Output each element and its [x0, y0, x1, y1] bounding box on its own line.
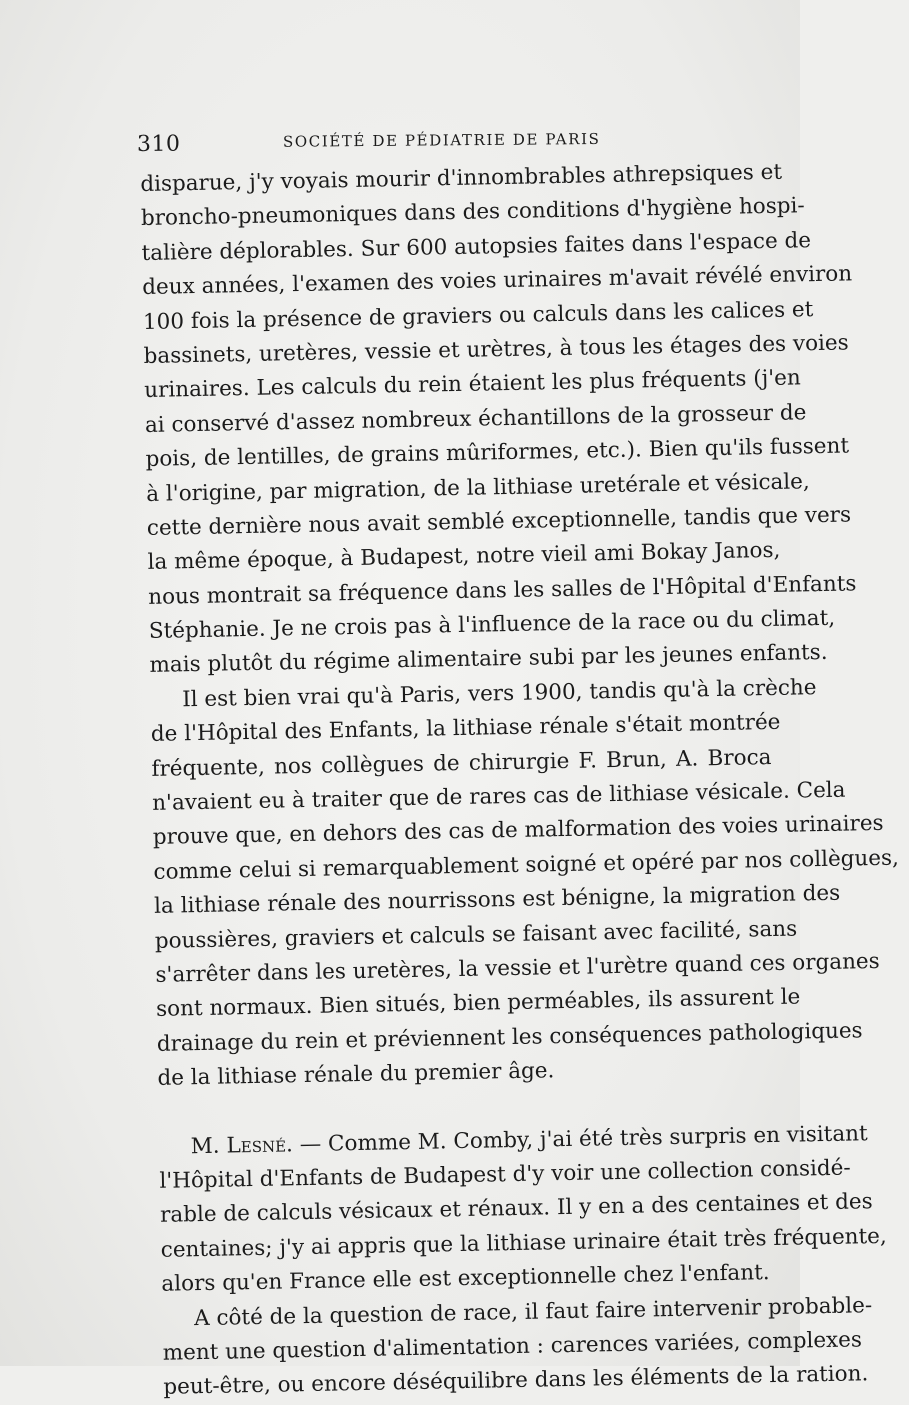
- text-line: broncho-pneumoniques dans des conditions d'hygiène hospi-: [140, 193, 805, 232]
- paragraph-1: [140, 156, 857, 684]
- text-line: urinaires. Les calculs du rein étaient les plus fréquents (j'en: [144, 365, 801, 404]
- text-line: de l'Hôpital des Enfants, la lithiase rénale s'était montrée: [150, 710, 781, 748]
- text-line: l'Hôpital d'Enfants de Budapest d'y voir une collection considé-: [159, 1155, 851, 1194]
- text-line: Stéphanie. Je ne crois pas à l'influence de la race ou du climat,: [148, 605, 836, 644]
- text-line: prouve que, en dehors des cas de malformation des voies urinaires: [152, 811, 884, 851]
- text-line: fréquente, nos collègues de chirurgie F. Brun, A. Broca: [151, 744, 772, 782]
- text-span: — Comme M. Comby, j'ai été très surpris en visitant: [292, 1120, 868, 1157]
- body-text: [140, 156, 900, 1405]
- text-line: 100 fois la présence de graviers ou calculs dans les calices et: [142, 296, 814, 335]
- text-line: talière déplorables. Sur 600 autopsies faites dans l'espace de: [141, 227, 812, 266]
- text-line: drainage du rein et préviennent les conséquences pathologiques: [156, 1018, 863, 1057]
- text-line: la lithiase rénale des nourrissons est bénigne, la migration des: [153, 880, 841, 920]
- paragraph-4: [162, 1290, 873, 1405]
- text-line: la même époque, à Budapest, notre vieil ami Bokay Janos,: [147, 538, 781, 576]
- running-head: SOCIÉTÉ DE PÉDIATRIE DE PARIS: [282, 129, 601, 151]
- text-line: mais plutôt du régime alimentaire subi par les jeunes enfants.: [149, 640, 828, 679]
- text-line: s'arrêter dans les uretères, la vessie et l'urètre quand ces organes: [155, 948, 880, 988]
- text-line: de la lithiase rénale du premier âge.: [157, 1058, 555, 1091]
- page-header: [137, 128, 637, 162]
- text-line: peut-être, ou encore déséquilibre dans les éléments de la ration.: [163, 1361, 869, 1401]
- text-line: A côté de la question de race, il faut faire intervenir probable-: [193, 1292, 873, 1331]
- text-line: bassinets, uretères, vessie et urètres, à tous les étages des voies: [143, 330, 849, 369]
- text-line: alors qu'en France elle est exceptionnelle chez l'enfant.: [161, 1260, 770, 1297]
- text-line: pois, de lentilles, de grains mûriformes, etc.). Bien qu'ils fussent: [145, 433, 850, 473]
- paragraph-3: [158, 1118, 887, 1302]
- text-line: ment une question d'alimentation : carences variées, complexes: [162, 1327, 863, 1366]
- text-line: cette dernière nous avait semblé exceptionnelle, tandis que vers: [146, 502, 852, 541]
- text-line: ai conservé d'assez nombreux échantillons de la grosseur de: [144, 399, 807, 438]
- text-line: n'avaient eu à traiter que de rares cas de lithiase vésicale. Cela: [151, 777, 846, 816]
- page-number: 310: [136, 131, 181, 157]
- speaker-name: M. Lesné.: [190, 1131, 294, 1159]
- text-line: poussières, graviers et calculs se faisant avec facilité, sans: [154, 916, 798, 954]
- text-line: disparue, j'y voyais mourir d'innombrables athrepsiques et: [140, 159, 783, 197]
- text-line: comme celui si remarquablement soigné et opéré par nos collègues,: [153, 845, 900, 885]
- text-line: sont normaux. Bien situés, bien perméables, ils assurent le: [155, 984, 801, 1023]
- text-line: deux années, l'examen des voies urinaires m'avait révélé environ: [142, 261, 853, 301]
- text-line: centaines; j'y ai appris que la lithiase urinaire était très fréquente,: [160, 1223, 887, 1263]
- paragraph-2: [150, 672, 900, 1097]
- text-line: à l'origine, par migration, de la lithiase uretérale et vésicale,: [146, 468, 810, 507]
- text-line: Il est bien vrai qu'à Paris, vers 1900, tandis qu'à la crèche: [181, 674, 817, 713]
- text-line: rable de calculs vésicaux et rénaux. Il y en a des centaines et des: [159, 1189, 873, 1229]
- text-line: nous montrait sa fréquence dans les salles de l'Hôpital d'Enfants: [147, 571, 857, 610]
